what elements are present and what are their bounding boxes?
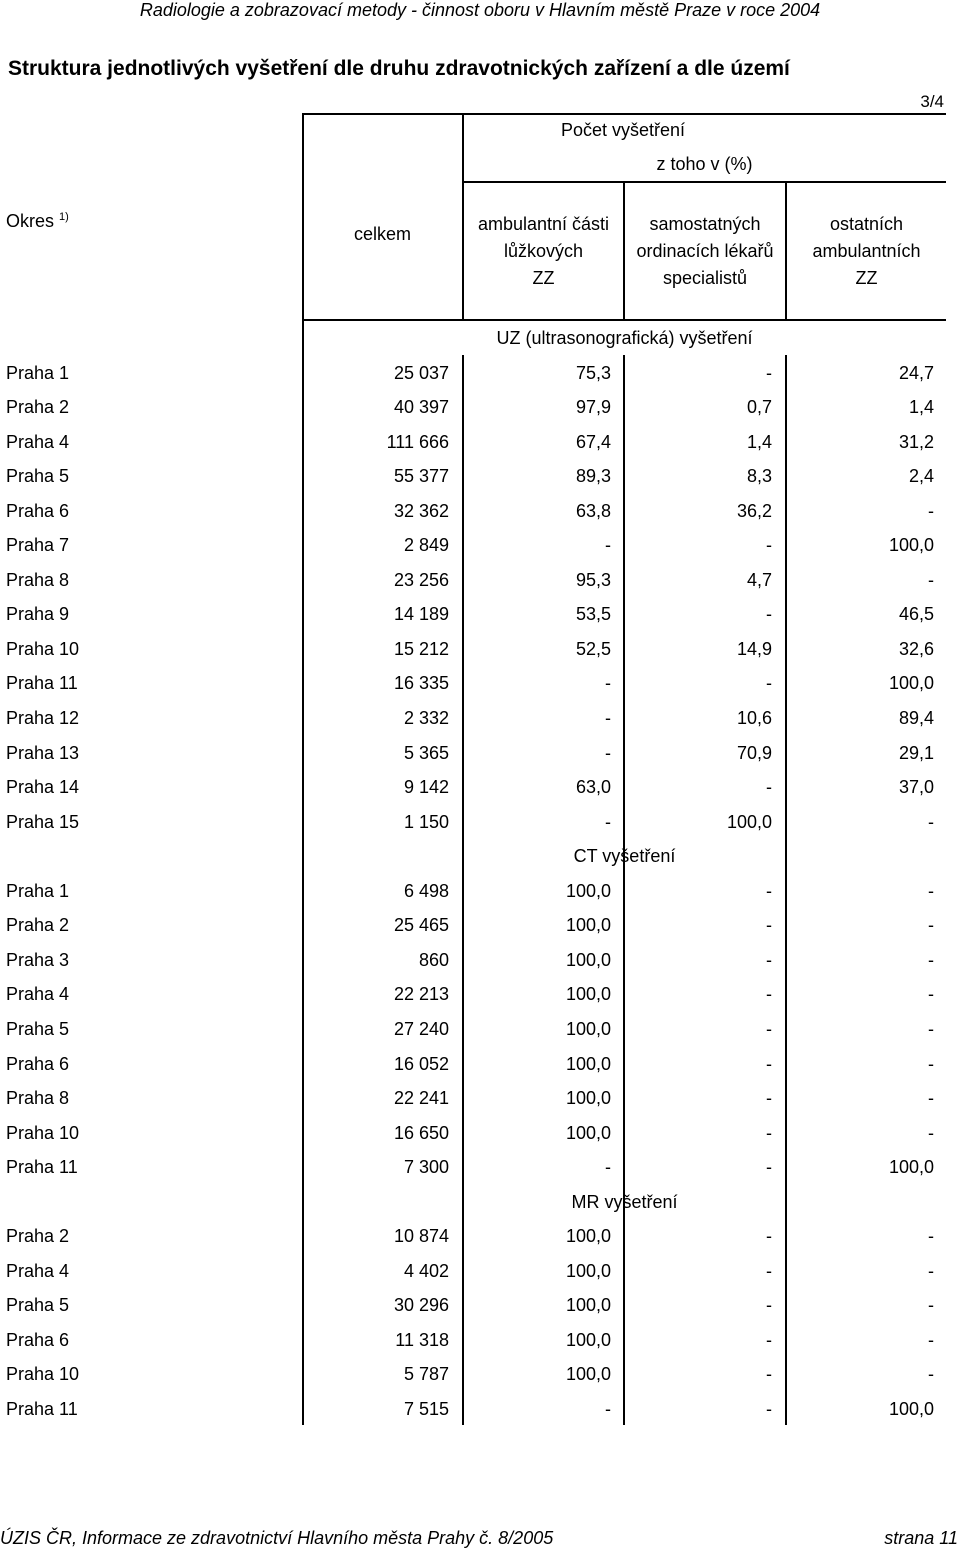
row-value: 63,0 xyxy=(575,777,611,797)
row-value: 1,4 xyxy=(746,432,772,452)
row-label: Praha 9 xyxy=(6,604,70,624)
row-value: - xyxy=(928,1295,934,1315)
row-value: - xyxy=(928,1330,934,1350)
row-value: - xyxy=(605,535,611,555)
row-value: 100,0 xyxy=(888,535,934,555)
row-value: 2 332 xyxy=(403,708,449,728)
okres-footnote-mark: 1) xyxy=(59,211,69,223)
row-value: - xyxy=(766,777,772,797)
row-label: Praha 4 xyxy=(6,1261,70,1281)
footer-source: ÚZIS ČR, Informace ze zdravotnictví Hlavního města Prahy č. 8/2005 xyxy=(0,1528,554,1548)
row-value: 6 498 xyxy=(403,881,449,901)
row-value: - xyxy=(928,501,934,521)
row-value: 111 666 xyxy=(386,432,449,452)
row-value: 100,0 xyxy=(726,812,772,832)
row-value: - xyxy=(928,1226,934,1246)
section-title: MR vyšetření xyxy=(571,1192,678,1212)
row-value: 23 256 xyxy=(393,570,449,590)
row-value: 2 849 xyxy=(403,535,449,555)
row-label: Praha 2 xyxy=(6,915,70,935)
row-value: - xyxy=(766,1019,772,1039)
row-value: 25 465 xyxy=(393,915,449,935)
row-value: 100,0 xyxy=(565,984,611,1004)
row-value: - xyxy=(928,1261,934,1281)
row-label: Praha 2 xyxy=(6,1226,70,1246)
row-label: Praha 4 xyxy=(6,432,70,452)
row-value: 67,4 xyxy=(575,432,611,452)
row-label: Praha 15 xyxy=(6,812,80,832)
row-label: Praha 8 xyxy=(6,1088,70,1108)
row-label: Praha 6 xyxy=(6,1054,70,1074)
row-value: - xyxy=(766,1295,772,1315)
subheader-rule xyxy=(463,181,946,183)
row-value: - xyxy=(928,950,934,970)
row-value: 5 365 xyxy=(403,743,449,763)
row-value: - xyxy=(766,1364,772,1384)
row-value: 100,0 xyxy=(888,673,934,693)
row-value: - xyxy=(766,1088,772,1108)
row-value: - xyxy=(928,1088,934,1108)
row-label: Praha 11 xyxy=(6,673,78,693)
row-value: 7 515 xyxy=(403,1399,449,1419)
pocet-header: Počet vyšetření xyxy=(560,120,686,140)
row-value: 89,4 xyxy=(898,708,934,728)
row-value: 4,7 xyxy=(746,570,772,590)
row-value: 100,0 xyxy=(565,950,611,970)
row-value: - xyxy=(766,1123,772,1143)
col2-header-line1: samostatných xyxy=(649,214,761,234)
row-label: Praha 10 xyxy=(6,1364,80,1384)
row-label: Praha 10 xyxy=(6,639,80,659)
row-value: - xyxy=(766,673,772,693)
row-label: Praha 5 xyxy=(6,466,70,486)
row-value: 100,0 xyxy=(565,1088,611,1108)
row-value: - xyxy=(766,881,772,901)
row-label: Praha 6 xyxy=(6,501,70,521)
row-value: 100,0 xyxy=(565,1019,611,1039)
row-value: 70,9 xyxy=(736,743,772,763)
section-title: UZ (ultrasonografická) vyšetření xyxy=(496,328,753,348)
row-label: Praha 4 xyxy=(6,984,70,1004)
row-value: 32,6 xyxy=(898,639,934,659)
row-value: 100,0 xyxy=(888,1157,934,1177)
row-value: 75,3 xyxy=(575,363,611,383)
row-label: Praha 6 xyxy=(6,1330,70,1350)
col3-header-line1: ostatních xyxy=(829,214,904,234)
row-value: 30 296 xyxy=(393,1295,449,1315)
row-value: - xyxy=(928,984,934,1004)
row-value: - xyxy=(928,915,934,935)
row-label: Praha 1 xyxy=(6,881,70,901)
row-value: 31,2 xyxy=(898,432,934,452)
row-value: 27 240 xyxy=(393,1019,449,1039)
row-value: 11 318 xyxy=(395,1330,449,1350)
row-value: 24,7 xyxy=(898,363,934,383)
row-value: - xyxy=(766,1157,772,1177)
row-label: Praha 2 xyxy=(6,397,70,417)
row-label: Praha 1 xyxy=(6,363,70,383)
row-value: - xyxy=(766,950,772,970)
row-value: 100,0 xyxy=(565,1261,611,1281)
row-value: 8,3 xyxy=(746,466,772,486)
row-value: 32 362 xyxy=(393,501,449,521)
col1-header-line2: lůžkových xyxy=(503,241,584,261)
row-value: 10 874 xyxy=(393,1226,449,1246)
col3-header-line3: ZZ xyxy=(855,268,878,288)
row-value: - xyxy=(928,812,934,832)
row-value: 0,7 xyxy=(746,397,772,417)
row-value: 1 150 xyxy=(403,812,449,832)
row-value: - xyxy=(605,673,611,693)
col1-header-line3: ZZ xyxy=(532,268,555,288)
row-value: - xyxy=(928,881,934,901)
row-label: Praha 8 xyxy=(6,570,70,590)
col1-header-line1: ambulantní části xyxy=(477,214,610,234)
row-value: 14 189 xyxy=(393,604,449,624)
row-label: Praha 5 xyxy=(6,1295,70,1315)
page-code: 3/4 xyxy=(920,92,944,111)
row-value: 95,3 xyxy=(575,570,611,590)
row-value: 16 335 xyxy=(393,673,449,693)
row-value: 100,0 xyxy=(565,1295,611,1315)
row-value: - xyxy=(605,743,611,763)
row-value: 53,5 xyxy=(575,604,611,624)
row-value: 7 300 xyxy=(403,1157,449,1177)
row-label: Praha 14 xyxy=(6,777,80,797)
row-value: 22 241 xyxy=(393,1088,449,1108)
col2-header-line3: specialistů xyxy=(662,268,748,288)
col2-header-line2: ordinacích lékařů xyxy=(636,241,774,261)
row-value: 100,0 xyxy=(565,1123,611,1143)
row-label: Praha 10 xyxy=(6,1123,80,1143)
row-value: - xyxy=(605,1157,611,1177)
row-value: - xyxy=(766,915,772,935)
row-value: - xyxy=(605,1399,611,1419)
row-label: Praha 11 xyxy=(6,1399,78,1419)
row-value: 22 213 xyxy=(393,984,449,1004)
section-title: CT vyšetření xyxy=(573,846,676,866)
row-value: - xyxy=(928,1054,934,1074)
row-value: 14,9 xyxy=(736,639,772,659)
col1-header xyxy=(464,211,623,292)
row-value: - xyxy=(928,570,934,590)
row-value: 100,0 xyxy=(888,1399,934,1419)
row-value: - xyxy=(928,1019,934,1039)
row-value: - xyxy=(766,604,772,624)
col3-header-line2: ambulantních xyxy=(812,241,921,261)
row-label: Praha 12 xyxy=(6,708,80,728)
row-value: - xyxy=(766,1399,772,1419)
row-label: Praha 5 xyxy=(6,1019,70,1039)
row-value: 9 142 xyxy=(403,777,449,797)
row-value: 97,9 xyxy=(575,397,611,417)
okres-header xyxy=(6,204,69,235)
row-value: 860 xyxy=(418,950,449,970)
row-value: - xyxy=(766,363,772,383)
row-value: 16 650 xyxy=(393,1123,449,1143)
row-value: 89,3 xyxy=(575,466,611,486)
row-value: 40 397 xyxy=(393,397,449,417)
row-value: - xyxy=(605,812,611,832)
row-value: 10,6 xyxy=(736,708,772,728)
row-value: - xyxy=(766,1226,772,1246)
row-value: - xyxy=(766,535,772,555)
col2-header xyxy=(625,211,785,292)
row-value: 100,0 xyxy=(565,881,611,901)
row-value: 52,5 xyxy=(575,639,611,659)
row-value: - xyxy=(928,1364,934,1384)
row-value: - xyxy=(605,708,611,728)
row-value: 36,2 xyxy=(736,501,772,521)
row-value: 100,0 xyxy=(565,1330,611,1350)
row-value: 63,8 xyxy=(575,501,611,521)
row-value: 5 787 xyxy=(403,1364,449,1384)
celkem-header: celkem xyxy=(353,224,411,244)
row-value: - xyxy=(928,1123,934,1143)
col3-header xyxy=(787,211,946,292)
row-value: 15 212 xyxy=(393,639,449,659)
row-value: 16 052 xyxy=(393,1054,449,1074)
row-value: - xyxy=(766,984,772,1004)
row-value: 4 402 xyxy=(403,1261,449,1281)
row-label: Praha 11 xyxy=(6,1157,78,1177)
row-value: 55 377 xyxy=(393,466,449,486)
table-top-rule xyxy=(303,113,946,115)
row-value: 2,4 xyxy=(908,466,934,486)
row-value: 100,0 xyxy=(565,915,611,935)
row-value: 1,4 xyxy=(908,397,934,417)
row-value: - xyxy=(766,1330,772,1350)
row-value: - xyxy=(766,1261,772,1281)
row-label: Praha 7 xyxy=(6,535,70,555)
footer-page-number: strana 11 xyxy=(884,1528,958,1548)
running-header: Radiologie a zobrazovací metody - činnost oboru v Hlavním městě Praze v roce 2004 xyxy=(139,0,821,20)
okres-label: Okres xyxy=(6,211,55,231)
z-toho-header: z toho v (%) xyxy=(656,154,753,174)
row-value: - xyxy=(766,1054,772,1074)
row-value: 100,0 xyxy=(565,1226,611,1246)
row-value: 25 037 xyxy=(393,363,449,383)
row-value: 29,1 xyxy=(898,743,934,763)
row-value: 100,0 xyxy=(565,1054,611,1074)
row-value: 100,0 xyxy=(565,1364,611,1384)
row-label: Praha 3 xyxy=(6,950,70,970)
row-value: 37,0 xyxy=(898,777,934,797)
page-title: Struktura jednotlivých vyšetření dle druhu zdravotnických zařízení a dle území xyxy=(8,57,790,80)
row-value: 46,5 xyxy=(898,604,934,624)
row-label: Praha 13 xyxy=(6,743,80,763)
